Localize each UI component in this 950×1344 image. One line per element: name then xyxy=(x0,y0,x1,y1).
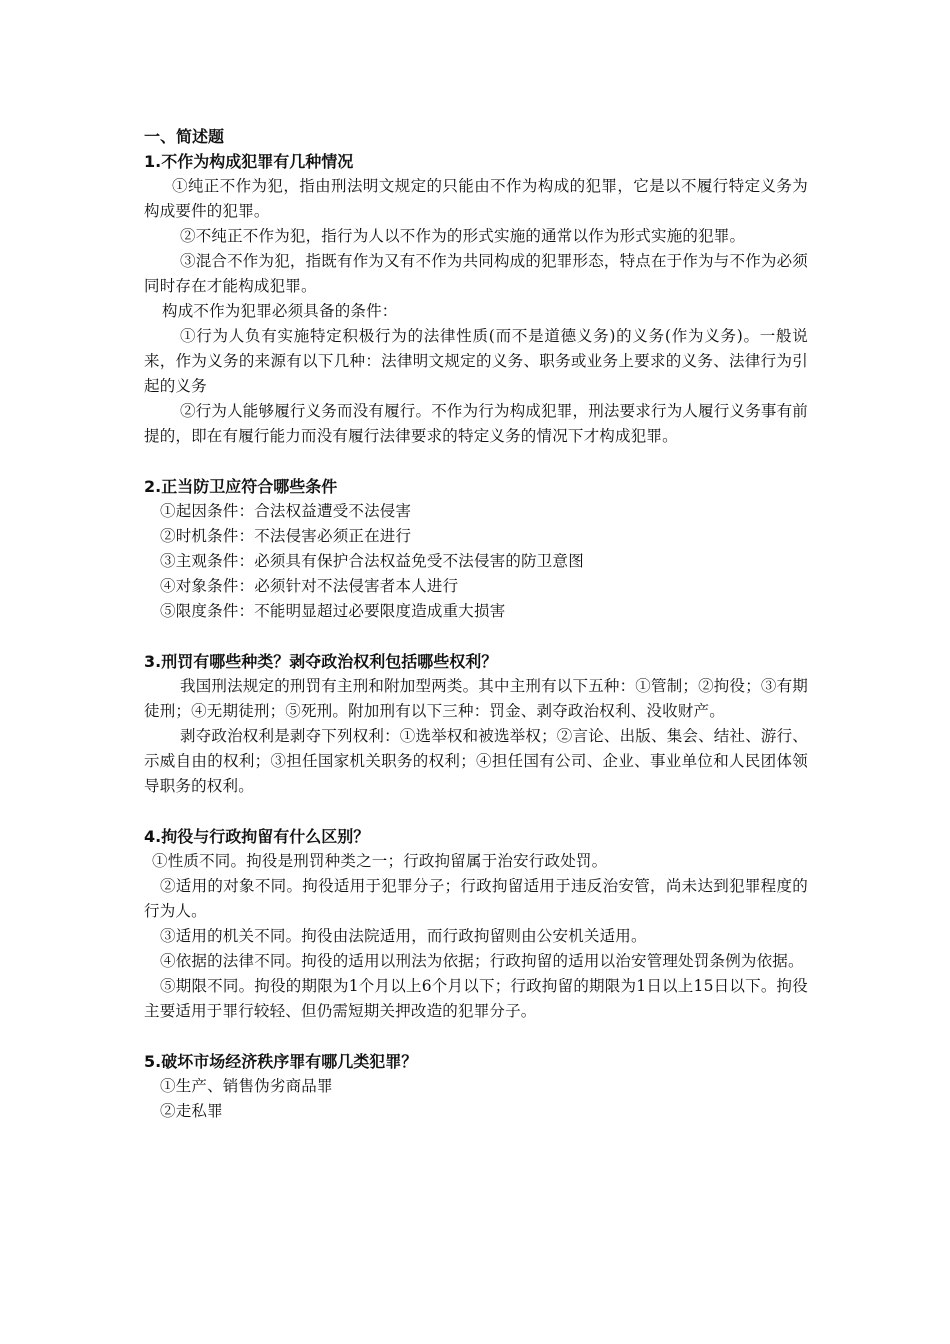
list-item: ④对象条件：必须针对不法侵害者本人进行 xyxy=(160,577,459,595)
section-heading: 1.不作为构成犯罪有几种情况 xyxy=(144,152,354,171)
paragraph: ①纯正不作为犯，指由刑法明文规定的只能由不作为构成的犯罪，它是以不履行特定义务为构成要件的犯罪。 xyxy=(144,177,808,220)
paragraph: 我国刑法规定的刑罚有主刑和附加型两类。其中主刑有以下五种：①管制；②拘役；③有期徒刑；④无期徒刑；⑤死刑。附加刑有以下三种：罚金、剥夺政治权利、没收财产。 xyxy=(144,677,809,720)
section-4 xyxy=(144,824,808,1024)
list-item: ②走私罪 xyxy=(160,1102,223,1120)
list-item: ⑤限度条件：不能明显超过必要限度造成重大损害 xyxy=(160,602,506,620)
section-5 xyxy=(144,1049,808,1124)
section-2 xyxy=(144,474,808,624)
document-title: 一、简述题 xyxy=(144,127,225,146)
section-3 xyxy=(144,649,808,799)
section-heading: 3.刑罚有哪些种类？剥夺政治权利包括哪些权利？ xyxy=(144,652,498,671)
list-item: ③适用的机关不同。拘役由法院适用，而行政拘留则由公安机关适用。 xyxy=(160,927,647,945)
paragraph: ①行为人负有实施特定积极行为的法律性质(而不是道德义务)的义务(作为义务)。一般说来，作为义务的来源有以下几种：法律明文规定的义务、职务或业务上要求的义务、法律行为引起的义务 xyxy=(144,327,808,395)
section-1 xyxy=(144,149,808,449)
list-item: ②时机条件：不法侵害必须正在进行 xyxy=(160,527,412,545)
list-item: ①性质不同。拘役是刑罚种类之一；行政拘留属于治安行政处罚。 xyxy=(152,852,608,870)
paragraph: ②行为人能够履行义务而没有履行。不作为行为构成犯罪，刑法要求行为人履行义务事有前提的，即在有履行能力而没有履行法律要求的特定义务的情况下才构成犯罪。 xyxy=(144,402,809,445)
section-heading: 5.破坏市场经济秩序罪有哪几类犯罪？ xyxy=(144,1052,418,1071)
section-heading: 2.正当防卫应符合哪些条件 xyxy=(144,477,338,496)
paragraph: ③混合不作为犯，指既有作为又有不作为共同构成的犯罪形态，特点在于作为与不作为必须同时存在才能构成犯罪。 xyxy=(144,252,809,295)
paragraph: ②不纯正不作为犯，指行为人以不作为的形式实施的通常以作为形式实施的犯罪。 xyxy=(180,227,746,245)
list-item: ①起因条件：合法权益遭受不法侵害 xyxy=(160,502,412,520)
document-page xyxy=(144,124,808,1149)
section-heading: 4.拘役与行政拘留有什么区别？ xyxy=(144,827,370,846)
paragraph: 构成不作为犯罪必须具备的条件： xyxy=(162,302,398,320)
list-item: ③主观条件：必须具有保护合法权益免受不法侵害的防卫意图 xyxy=(160,552,584,570)
list-item: ①生产、销售伪劣商品罪 xyxy=(160,1077,333,1095)
paragraph: 剥夺政治权利是剥夺下列权利：①选举权和被选举权；②言论、出版、集会、结社、游行、示威自由的权利；③担任国家机关职务的权利；④担任国有公司、企业、事业单位和人民团体领导职务的权利。 xyxy=(144,727,809,795)
list-item: ④依据的法律不同。拘役的适用以刑法为依据；行政拘留的适用以治安管理处罚条例为依据。 xyxy=(160,952,804,970)
list-item: ⑤期限不同。拘役的期限为1个月以上6个月以下；行政拘留的期限为1日以上15日以下。拘役主要适用于罪行较轻、但仍需短期关押改造的犯罪分子。 xyxy=(144,977,808,1020)
list-item: ②适用的对象不同。拘役适用于犯罪分子；行政拘留适用于违反治安管，尚未达到犯罪程度的行为人。 xyxy=(144,877,808,920)
